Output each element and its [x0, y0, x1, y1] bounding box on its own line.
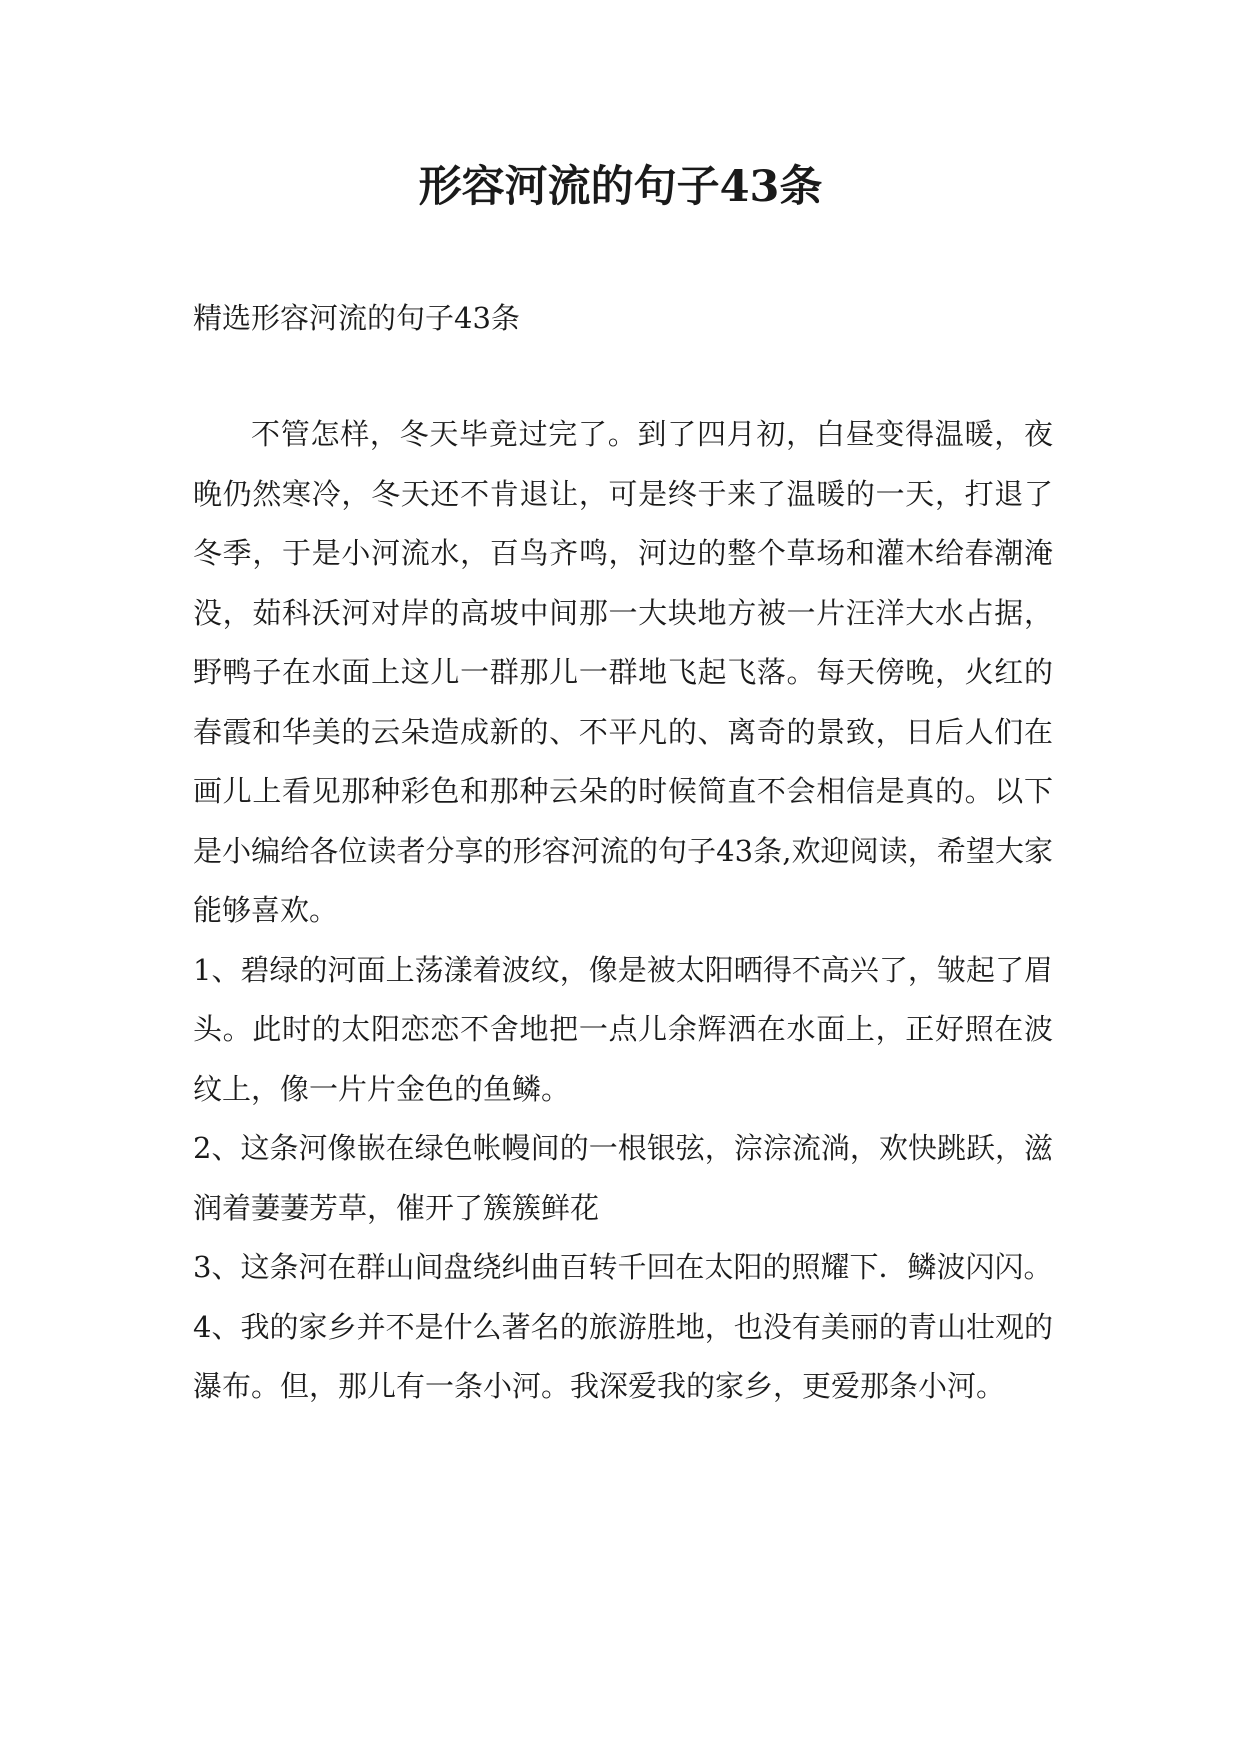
document-title: 形容河流的句子43条 — [418, 162, 823, 212]
list-item: 2、这条河像嵌在绿色帐幔间的一根银弦，淙淙流淌，欢快跳跃，滋润着萋萋芳草，催开了簇簇鲜花 — [193, 1131, 1053, 1225]
document-subtitle: 精选形容河流的句子43条 — [193, 301, 520, 335]
list-item: 1、碧绿的河面上荡漾着波纹，像是被太阳晒得不高兴了，皱起了眉头。此时的太阳恋恋不舍地把一点儿余辉洒在水面上，正好照在波纹上，像一片片金色的鱼鳞。 — [193, 952, 1053, 1106]
list-item: 4、我的家乡并不是什么著名的旅游胜地，也没有美丽的青山壮观的瀑布。但，那儿有一条小河。我深爱我的家乡，更爱那条小河。 — [193, 1309, 1053, 1403]
list-item: 3、这条河在群山间盘绕纠曲百转千回在太阳的照耀下．鳞波闪闪。 — [193, 1250, 1053, 1284]
document-body — [193, 405, 1053, 1417]
intro-paragraph: 不管怎样，冬天毕竟过完了。到了四月初，白昼变得温暖，夜晚仍然寒冷，冬天还不肯退让，可是终于来了温暖的一天，打退了冬季，于是小河流水，百鸟齐鸣，河边的整个草场和灌木给春潮淹没，茹科沃河对岸的高坡中间那一大块地方被一片汪洋大水占据，野鸭子在水面上这儿一群那儿一群地飞起飞落。每天傍晚，火红的春霞和华美的云朵造成新的、不平凡的、离奇的景致，日后人们在画儿上看见那种彩色和那种云朵的时候简直不会相信是真的。以下是小编给各位读者分享的形容河流的句子43条,欢迎阅读，希望大家能够喜欢。 — [193, 417, 1053, 927]
